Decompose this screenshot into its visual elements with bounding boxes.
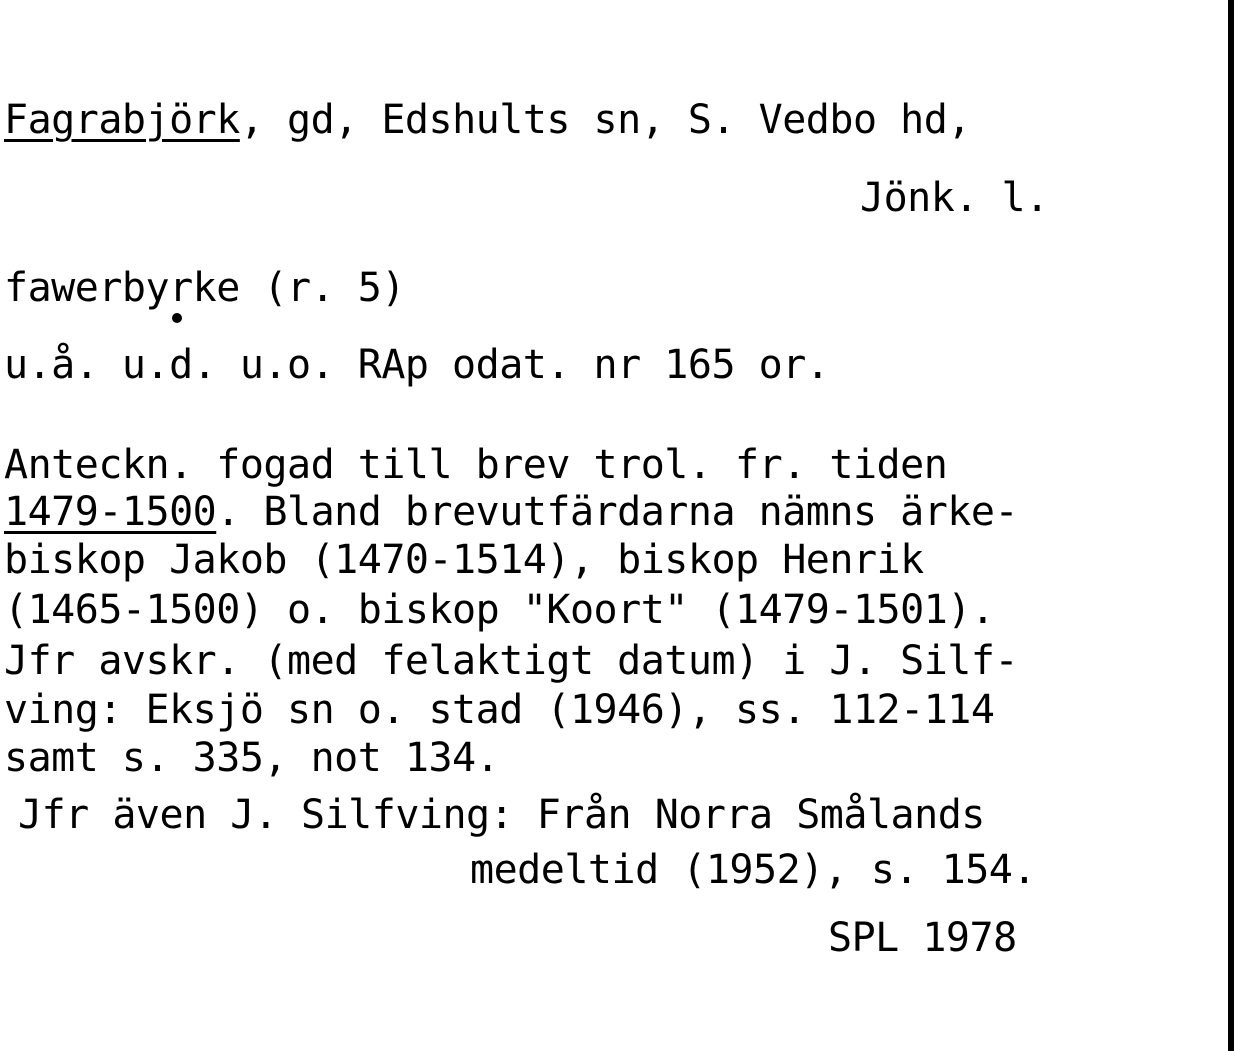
source-reference: u.å. u.d. u.o. RAp odat. nr 165 or.	[4, 342, 830, 388]
note-line-1: Anteckn. fogad till brev trol. fr. tiden	[4, 442, 948, 488]
headword-county: Jönk. l.	[860, 175, 1049, 221]
note-line-3: biskop Jakob (1470-1514), biskop Henrik	[4, 537, 924, 583]
letter-dot-mark	[172, 313, 182, 323]
signature: SPL 1978	[828, 915, 1017, 961]
note-line-2	[4, 489, 1019, 535]
also-reference-line-1: Jfr även J. Silfving: Från Norra Smålands	[18, 792, 985, 838]
headword-line	[4, 97, 971, 143]
headword-name: Fagrabjörk	[4, 97, 240, 143]
headword-description: , gd, Edshults sn, S. Vedbo hd,	[239, 97, 971, 143]
note-date-range: 1479-1500	[4, 489, 217, 535]
historical-form: fawerbyrke (r. 5)	[4, 265, 405, 311]
note-line-4: (1465-1500) o. biskop "Koort" (1479-1501).	[4, 587, 995, 633]
note-line-6: ving: Eksjö sn o. stad (1946), ss. 112-114	[4, 687, 995, 733]
note-line-7: samt s. 335, not 134.	[4, 735, 500, 781]
note-line-2-rest: . Bland brevutfärdarna nämns ärke-	[216, 489, 1019, 535]
card-edge-line	[1228, 0, 1234, 1051]
note-line-5: Jfr avskr. (med felaktigt datum) i J. Silf-	[4, 638, 1019, 684]
also-reference-line-2: medeltid (1952), s. 154.	[470, 847, 1036, 893]
